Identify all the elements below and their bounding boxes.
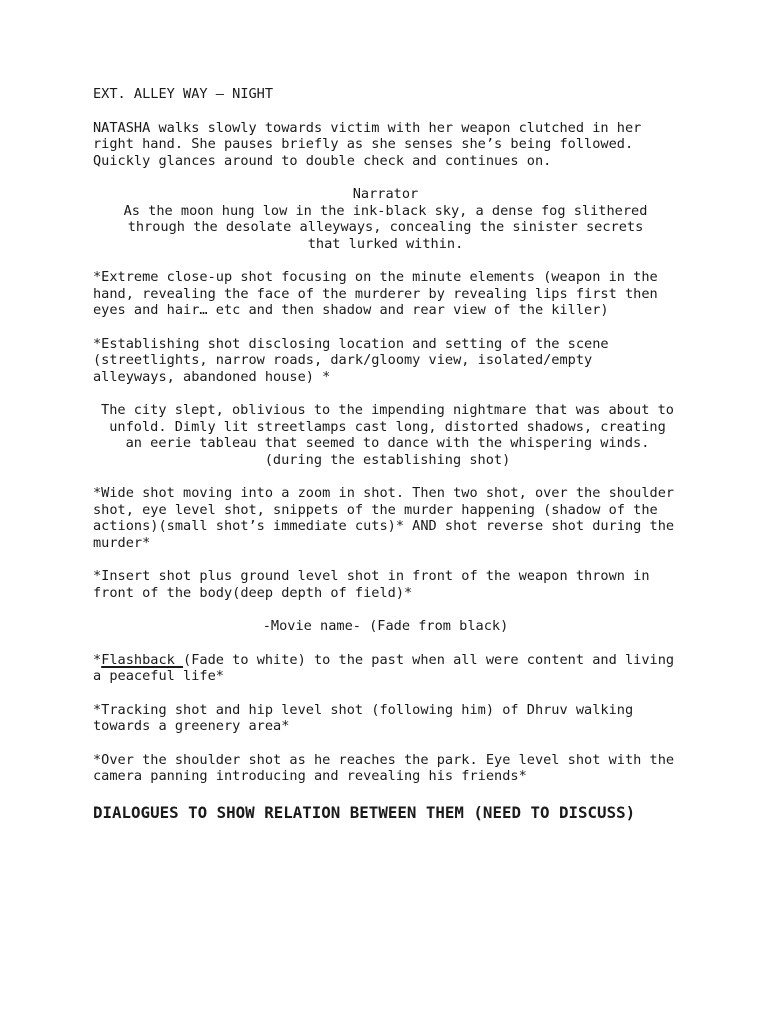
shot-note-wide: *Wide shot moving into a zoom in shot. Then two shot, over the shoulder shot, eye level shot, snippets of the murder happening (shadow of the actions)(small shot’s immediate cuts)* AND shot reverse shot during the murder* xyxy=(93,485,675,551)
title-card: -Movie name- (Fade from black) xyxy=(262,618,509,634)
flashback-star: * xyxy=(93,651,102,668)
shot-note-insert: *Insert shot plus ground level shot in front of the weapon thrown in front of the body(deep depth of field)* xyxy=(93,568,650,601)
shot-note-tracking: *Tracking shot and hip level shot (following him) of Dhruv walking towards a greenery area* xyxy=(93,701,634,734)
scene-heading: EXT. ALLEY WAY – NIGHT xyxy=(93,86,274,102)
narration-city: The city slept, oblivious to the impending nightmare that was about to unfold. Dimly lit streetlamps cast long, distorted shadows, creating an eerie tableau that seemed to dance with the whispering winds. (during the establishing shot) xyxy=(101,402,674,468)
flashback-rest: (Fade to white) to the past when all were content and living a peaceful life* xyxy=(93,651,675,684)
narrator-label: Narrator xyxy=(352,186,419,202)
script-page xyxy=(93,86,678,822)
flashback-word: Flashback xyxy=(101,651,184,668)
section-heading: DIALOGUES TO SHOW RELATION BETWEEN THEM (NEED TO DISCUSS) xyxy=(93,802,636,822)
shot-note-closeup: *Extreme close-up shot focusing on the minute elements (weapon in the hand, revealing the face of the murderer by revealing lips first then eyes and hair… etc and then shadow and rear view of the killer) xyxy=(93,269,658,318)
narrator-text: As the moon hung low in the ink-black sky, a dense fog slithered through the desolate alleyways, concealing the sinister secrets that lurked within. xyxy=(123,202,648,252)
shot-note-over-shoulder: *Over the shoulder shot as he reaches the park. Eye level shot with the camera panning introducing and revealing his friends* xyxy=(93,751,675,784)
flashback-note xyxy=(93,652,678,685)
action-paragraph: NATASHA walks slowly towards victim with her weapon clutched in her right hand. She pauses briefly as she senses she’s being followed. Quickly glances around to double check and continues on. xyxy=(93,119,642,169)
shot-note-establishing: *Establishing shot disclosing location and setting of the scene (streetlights, narrow roads, dark/gloomy view, isolated/empty alleyways, abandoned house) * xyxy=(93,335,609,385)
